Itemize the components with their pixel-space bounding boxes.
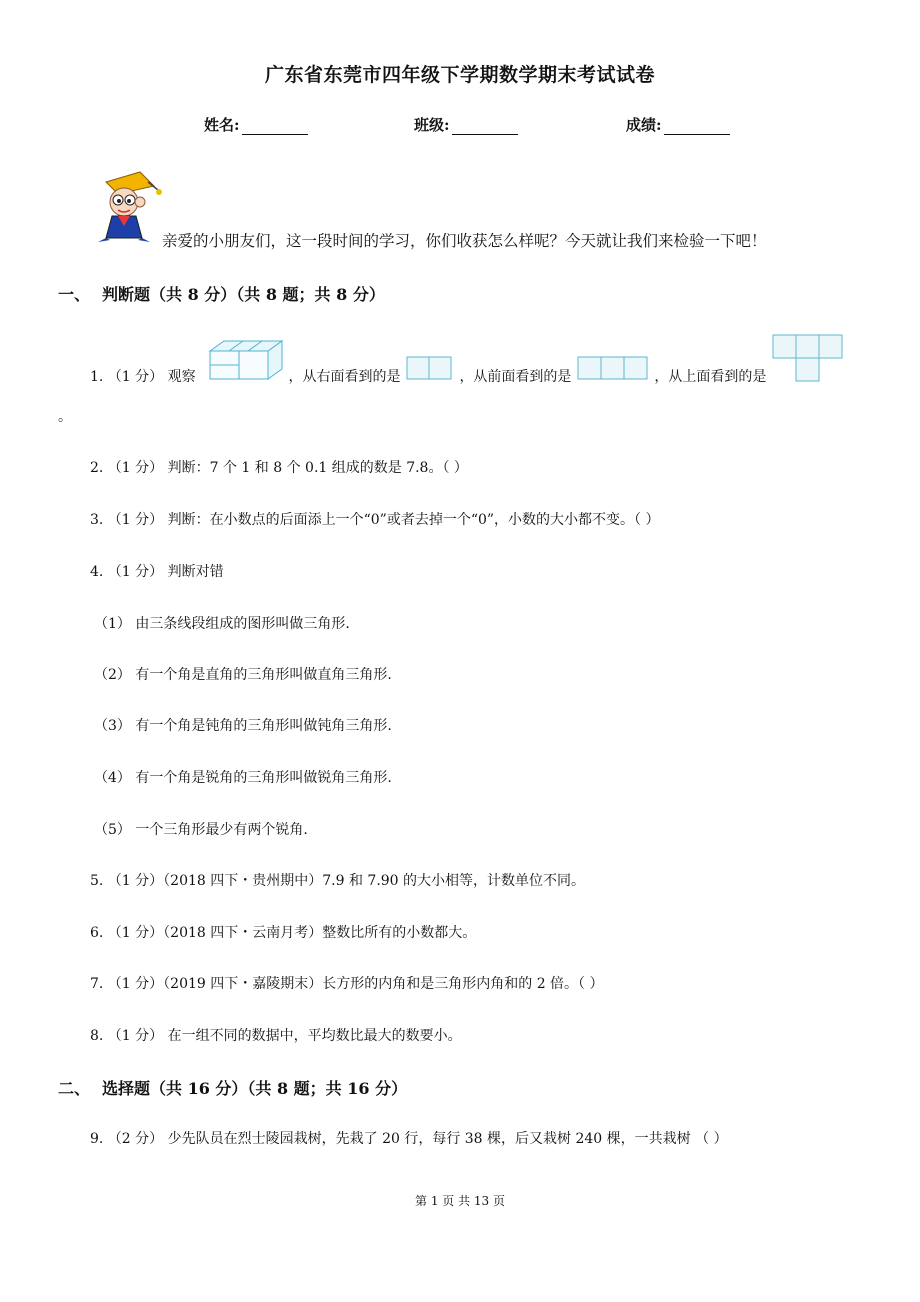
right-view-figure: [405, 353, 455, 383]
front-view-figure: [576, 353, 650, 383]
q4-item-5: （5） 一个三角形最少有两个锐角.: [94, 822, 308, 838]
mascot-icon: [88, 168, 168, 246]
question-1: [90, 334, 845, 386]
question-2: 2. （1 分） 判断：7 个 1 和 8 个 0.1 组成的数是 7.8。（ ）: [90, 460, 468, 476]
q4-item-4: （4） 有一个角是锐角的三角形叫做锐角三角形.: [94, 770, 392, 786]
q1-text-c: ，从前面看到的是: [459, 369, 572, 385]
q1-text-d: ，从上面看到的是: [654, 369, 767, 385]
score-label: 成绩:: [626, 116, 662, 134]
question-4: 4. （1 分） 判断对错: [90, 564, 224, 580]
question-5: 5. （1 分）（2018 四下・贵州期中）7.9 和 7.90 的大小相等，计数单位不同。: [90, 873, 586, 889]
score-field: [626, 114, 730, 135]
question-9: 9. （2 分） 少先队员在烈士陵园栽树，先栽了 20 行，每行 38 棵，后又栽树 240 棵，一共栽树 （ ）: [90, 1131, 728, 1147]
name-field: [204, 114, 308, 135]
cube-arrangement-figure: [200, 337, 284, 383]
section-2-heading: [58, 1076, 407, 1099]
q4-item-3: （3） 有一个角是钝角的三角形叫做钝角三角形.: [94, 718, 392, 734]
class-blank[interactable]: [452, 120, 518, 135]
name-blank[interactable]: [242, 120, 308, 135]
section-1-title: 判断题（共 8 分）（共 8 题；共 8 分）: [102, 285, 385, 304]
question-8: 8. （1 分） 在一组不同的数据中，平均数比最大的数要小。: [90, 1028, 462, 1044]
intro-text: 亲爱的小朋友们，这一段时间的学习，你们收获怎么样呢？今天就让我们来检验一下吧！: [162, 232, 767, 250]
q4-item-2: （2） 有一个角是直角的三角形叫做直角三角形.: [94, 667, 392, 683]
question-3: 3. （1 分） 判断：在小数点的后面添上一个“0”或者去掉一个“0”，小数的大小都不变。（ ）: [90, 512, 660, 528]
section-2-title: 选择题（共 16 分）（共 8 题；共 16 分）: [102, 1079, 408, 1098]
top-view-figure: [771, 333, 845, 383]
name-label: 姓名:: [204, 116, 240, 134]
class-label: 班级:: [414, 116, 450, 134]
q4-item-1: （1） 由三条线段组成的图形叫做三角形.: [94, 616, 350, 632]
page-footer: 第 1 页 共 13 页: [415, 1194, 505, 1208]
score-blank[interactable]: [664, 120, 730, 135]
class-field: [414, 114, 518, 135]
page-title: 广东省东莞市四年级下学期数学期末考试试卷: [264, 64, 655, 86]
q1-end-mark: 。: [58, 409, 72, 425]
question-7: 7. （1 分）（2019 四下・嘉陵期末）长方形的内角和是三角形内角和的 2 倍。（ ）: [90, 976, 604, 992]
section-2-number: 二、: [58, 1079, 91, 1098]
q1-text-b: ，从右面看到的是: [288, 369, 401, 385]
q1-text-a: 1. （1 分） 观察: [90, 369, 196, 385]
section-1-number: 一、: [58, 285, 91, 304]
section-1-heading: [58, 282, 385, 305]
question-6: 6. （1 分）（2018 四下・云南月考）整数比所有的小数都大。: [90, 925, 477, 941]
